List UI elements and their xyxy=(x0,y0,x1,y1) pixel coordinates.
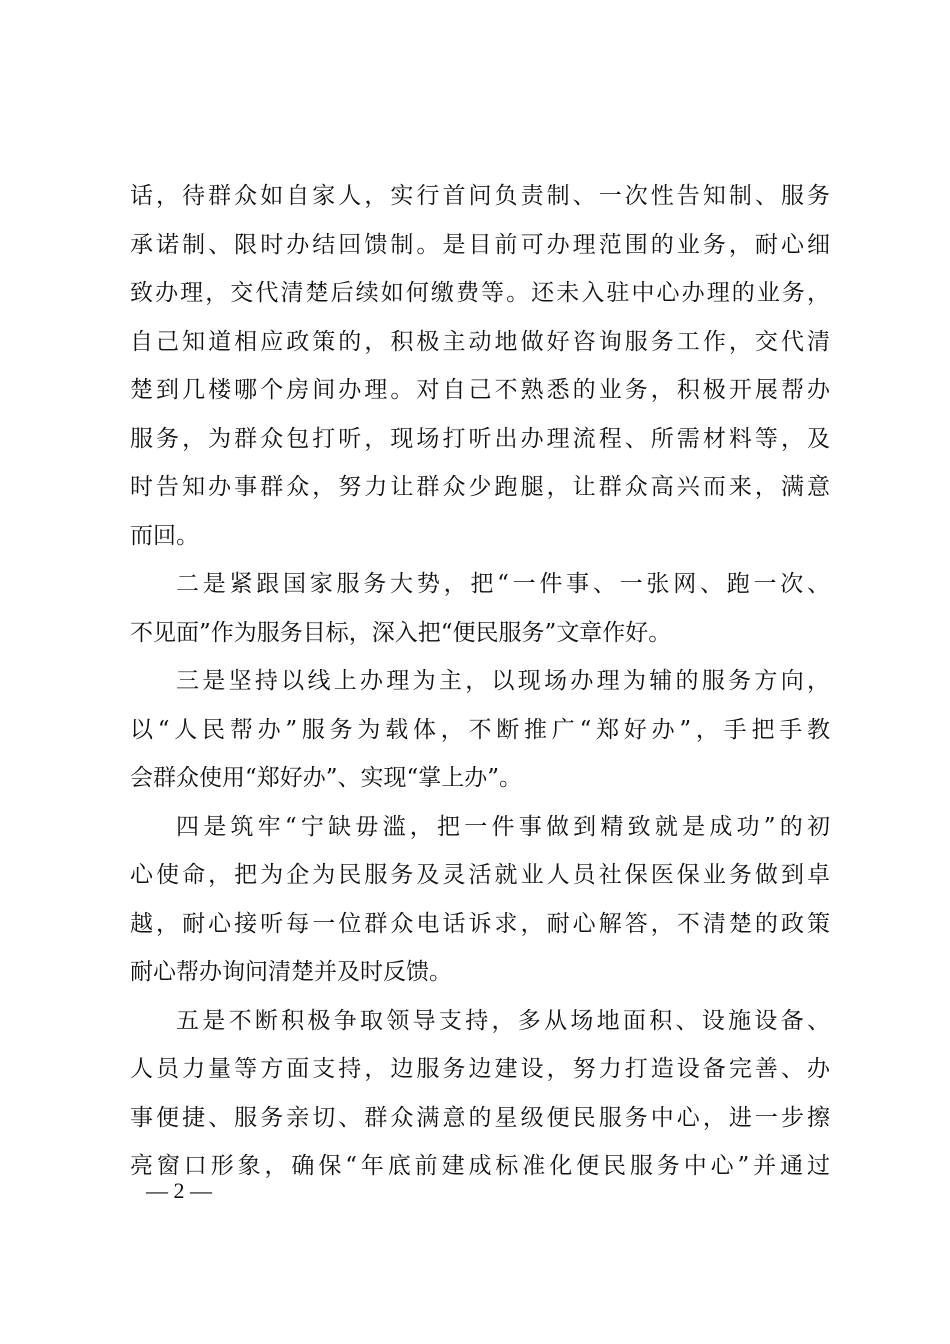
text-line: 亮窗口形象，确保“年底前建成标准化便民服务中心”并通过 xyxy=(130,1153,830,1179)
text-line: 四是筑牢“宁缺毋滥，把一件事做到精致就是成功”的初 xyxy=(176,813,830,840)
text-line: 不见面”作为服务目标，深入把“便民服务”文章作好。 xyxy=(130,619,672,646)
text-line: 心使命，把为企为民服务及灵活就业人员社保医保业务做到卓 xyxy=(130,862,830,888)
text-line: 三是坚持以线上办理为主，以现场办理为辅的服务方向， xyxy=(176,668,830,694)
text-line: 而回。 xyxy=(130,522,199,549)
text-line: 时告知办事群众，努力让群众少跑腿，让群众高兴而来，满意 xyxy=(130,474,830,500)
paragraph xyxy=(130,657,830,803)
text-line: 服务，为群众包打听，现场打听出办理流程、所需材料等，及 xyxy=(130,425,830,452)
text-line: 自己知道相应政策的，积极主动地做好咨询服务工作，交代清 xyxy=(130,328,830,355)
page-number: — 2 — xyxy=(146,1178,212,1203)
text-line: 话，待群众如自家人，实行首问负责制、一次性告知制、服务 xyxy=(130,183,830,209)
text-line: 事便捷、服务亲切、群众满意的星级便民服务中心，进一步擦 xyxy=(130,1104,830,1131)
text-line: 五是不断积极争取领导支持，多从场地面积、设施设备、 xyxy=(176,1007,830,1034)
paragraph xyxy=(130,803,830,997)
text-line: 二是紧跟国家服务大势，把“一件事、一张网、跑一次、 xyxy=(176,571,830,597)
text-line: 耐心帮办询问清楚并及时反馈。 xyxy=(130,959,452,985)
text-line: 楚到几楼哪个房间办理。对自己不熟悉的业务，积极开展帮办 xyxy=(130,377,830,403)
text-line: 以“人民帮办”服务为载体，不断推广“郑好办”，手把手教 xyxy=(130,716,830,743)
paragraph xyxy=(130,560,830,657)
text-line: 承诺制、限时办结回馈制。是目前可办理范围的业务，耐心细 xyxy=(130,231,830,258)
text-line: 致办理，交代清楚后续如何缴费等。还未入驻中心办理的业务， xyxy=(130,280,830,306)
text-line: 会群众使用“郑好办”、实现“掌上办”。 xyxy=(130,765,523,791)
paragraph xyxy=(130,997,830,1191)
paragraph xyxy=(130,172,830,560)
body-text xyxy=(130,172,830,1191)
text-line: 越，耐心接听每一位群众电话诉求，耐心解答，不清楚的政策 xyxy=(130,910,830,937)
text-line: 人员力量等方面支持，边服务边建设，努力打造设备完善、办 xyxy=(130,1056,830,1082)
